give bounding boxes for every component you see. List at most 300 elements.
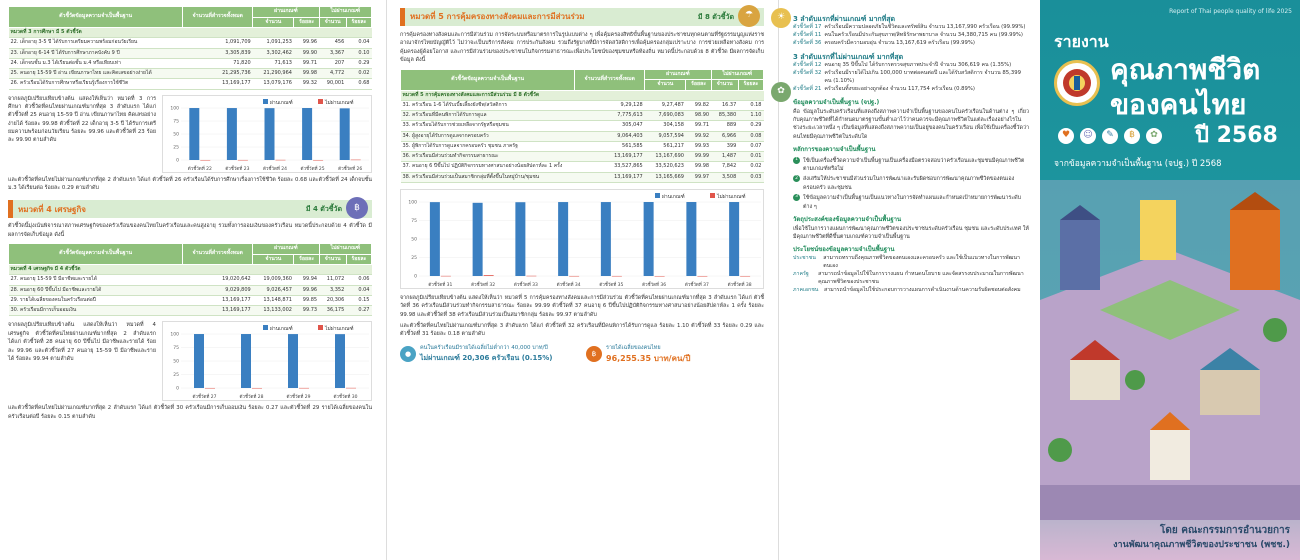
value-cell: 4,772 <box>319 69 346 79</box>
ranked-indicator <box>793 70 1029 86</box>
ranked-indicator <box>793 32 1029 40</box>
table-section5 <box>400 69 764 183</box>
average-income-box <box>586 345 764 365</box>
bar-fail <box>526 276 536 277</box>
money-icon: ฿ <box>346 197 368 219</box>
benefit-group: ภาคเอกชน <box>793 286 819 293</box>
x-tick-label: ตัวชี้วัดที่ 24 <box>262 166 288 172</box>
pass-top3-list <box>793 24 1029 48</box>
y-tick-label: 0 <box>414 274 417 280</box>
value-cell: 13,169,177 <box>183 306 253 316</box>
value-cell: 0.08 <box>738 131 763 141</box>
value-cell: 99.97 <box>686 172 711 182</box>
bar-pass <box>729 202 739 276</box>
value-cell: 36,175 <box>319 306 346 316</box>
y-tick-label: 100 <box>170 106 179 112</box>
paragraph: ตัวชี้วัดนี้มุ่งเน้นพิจารณาสภาพเศรษฐกิจของครัวเรือนของคนไทยในครัวเรือนและคนสูงอายุ รวมทั้งการออมเงินของครัวเรือน หมวดนี้ประกอบด้วย 4 ตัวชี้วัด มีผลการจัดเก็บข้อมูล ดังนี้ <box>8 223 372 238</box>
value-cell: 207 <box>319 58 346 68</box>
box-value: ไม่ผ่านเกณฑ์ 20,306 ครัวเรือน (0.15%) <box>420 354 553 363</box>
table-row <box>9 58 372 68</box>
y-tick-label: 25 <box>411 255 417 261</box>
section5-header <box>400 8 764 26</box>
value-cell: 13,148,871 <box>253 295 294 305</box>
tbody-section3 <box>9 28 372 90</box>
th-count: จำนวน <box>253 254 294 265</box>
value-cell: 0.15 <box>346 295 371 305</box>
x-tick-label: ตัวชี้วัดที่ 32 <box>471 282 496 288</box>
value-cell: 85,380 <box>711 111 738 121</box>
bar-fail <box>484 275 494 276</box>
ranked-indicator <box>793 62 1029 70</box>
value-cell: 21,290,964 <box>253 69 294 79</box>
income-threshold-text <box>420 345 552 363</box>
table-row <box>9 79 372 89</box>
value-cell: 99.85 <box>294 295 319 305</box>
bar-pass <box>340 108 350 160</box>
city-illustration <box>1040 180 1300 520</box>
indicator-cell: 25. คนอายุ 15-59 ปี อ่าน เขียนภาษาไทย และคิดเลขอย่างง่ายได้ <box>9 69 183 79</box>
coin-icon: ● <box>400 346 416 362</box>
value-cell: 0.02 <box>738 162 763 172</box>
th-indicator: ตัวชี้วัดข้อมูลความจำเป็นพื้นฐาน <box>9 7 183 28</box>
indicator-number: ตัวชี้วัดที่ 12 <box>793 62 822 69</box>
principle-number: 1 <box>793 157 800 164</box>
table-row <box>9 275 372 285</box>
paragraph: จากผลภูมิเปรียบเทียบข้างต้น แสดงให้เห็นว่า หมวดที่ 3 การศึกษา ตัวชี้วัดที่คนไทยผ่านเกณฑ์มากที่สุด 3 ลำดับแรก ได้แก่ ตัวชี้วัดที่ 25 คนอายุ 15-59 ปี อ่าน เขียนภาษาไทย คิดเลขอย่างง่ายได้ ร้อยละ 99.98 ตัวชี้วัดที่ 22 เด็กอายุ 3-5 ปี ได้รับการเตรียมความพร้อมก่อนวัยเรียน ร้อยละ 99.96 และตัวชี้วัดที่ 23 ร้อยละ 99.90 ตามลำดับ <box>8 95 156 144</box>
benefit-item <box>793 287 1029 295</box>
value-cell: 19,020,642 <box>183 275 253 285</box>
principle-text: ส่งเสริมให้ประชาชนมีส่วนร่วมในการพัฒนาและรับผิดชอบการพัฒนาคุณภาพชีวิตของตนเอง ครอบครัว และชุมชน <box>803 176 1015 191</box>
x-tick-label: ตัวชี้วัดที่ 34 <box>556 282 581 288</box>
table-row <box>9 295 372 305</box>
principle-number: 3 <box>793 194 800 201</box>
chart-legend <box>263 325 354 332</box>
table-row <box>9 69 372 79</box>
value-cell: 99.82 <box>686 100 711 110</box>
value-cell: 9,026,457 <box>253 285 294 295</box>
value-cell: 1,487 <box>711 152 738 162</box>
indicator-cell: 24. เด็กจบชั้น ม.3 ได้เรียนต่อชั้น ม.4 หรือเทียบเท่า <box>9 58 183 68</box>
fail-top3-heading: 3 ลำดับแรกที่ไม่ผ่านเกณฑ์ มากที่สุด <box>793 52 904 61</box>
value-cell: 71,820 <box>183 58 253 68</box>
indicator-cell: 22. เด็กอายุ 3-5 ปี ได้รับการเตรียมความพร้อมก่อนวัยเรียน <box>9 38 183 48</box>
indicator-cell: 37. คนอายุ 6 ปีขึ้นไป ปฏิบัติกิจกรรมทางศาสนาอย่างน้อยสัปดาห์ละ 1 ครั้ง <box>401 162 575 172</box>
value-cell: 99.90 <box>294 48 319 58</box>
benefit-item <box>793 255 1029 271</box>
section5-count: มี 8 ตัวชี้วัด <box>697 12 734 21</box>
bar-fail <box>441 276 451 277</box>
highlight-boxes <box>400 345 764 365</box>
value-cell: 456 <box>319 38 346 48</box>
chart-section5-svg <box>401 190 765 290</box>
value-cell: 13,169,177 <box>575 172 645 182</box>
legend-swatch-pass <box>263 99 268 104</box>
y-tick-label: 50 <box>173 132 179 138</box>
ranked-indicator <box>793 86 1029 94</box>
value-cell: 399 <box>711 141 738 151</box>
cover-title-line1: คุณภาพชีวิต <box>1110 53 1261 86</box>
community-icon: ☂ <box>738 5 760 27</box>
legend-pass: ผ่านเกณฑ์ <box>270 326 293 333</box>
table-row <box>401 162 764 172</box>
cover-word: รายงาน <box>1054 32 1109 51</box>
column-divider <box>386 0 387 560</box>
value-cell: 33,520,623 <box>645 162 686 172</box>
table-row <box>401 172 764 182</box>
cover-title-line2: ของคนไทย <box>1110 88 1247 121</box>
value-cell: 20,306 <box>319 295 346 305</box>
x-tick-label: ตัวชี้วัดที่ 37 <box>684 282 709 288</box>
th-count: จำนวน <box>253 17 294 28</box>
indicator-number: ตัวชี้วัดที่ 11 <box>793 32 822 39</box>
value-cell: 71,613 <box>253 58 294 68</box>
indicator-cell: 27. คนอายุ 15-59 ปี มีอาชีพและรายได้ <box>9 275 183 285</box>
benefit-item <box>793 271 1029 287</box>
value-cell: 13,165,669 <box>645 172 686 182</box>
y-tick-label: 100 <box>408 200 417 206</box>
bar-fail <box>200 160 210 161</box>
section3-analysis <box>8 95 372 173</box>
th-percent: ร้อยละ <box>346 254 371 265</box>
th-count: จำนวน <box>645 80 686 91</box>
bar-pass <box>601 202 611 276</box>
th-count: จำนวน <box>711 80 738 91</box>
paragraph: และตัวชี้วัดที่คนไทยไม่ผ่านเกณฑ์มากที่สุด 3 ลำดับแรก ได้แก่ ตัวชี้วัดที่ 32 ครัวเรือนที่มีคนพิการได้รับการดูแล ร้อยละ 1.10 ตัวชี้วัดที่ 33 ร้อยละ 0.29 และตัวชี้วัดที่ 31 ร้อยละ 0.18 ตามลำดับ <box>400 322 764 338</box>
value-cell: 0.06 <box>346 275 371 285</box>
value-cell: 9,064,403 <box>575 131 645 141</box>
group-label: หมวดที่ 4 เศรษฐกิจ มี 4 ตัวชี้วัด <box>9 265 372 275</box>
y-tick-label: 75 <box>173 346 179 352</box>
y-tick-label: 50 <box>411 237 417 243</box>
value-cell: 305,047 <box>575 121 645 131</box>
benefit-text: สามารถนำข้อมูลไปใช้ประกอบการวางแผนการดำเนินงานด้านความรับผิดชอบต่อสังคม <box>824 286 1021 293</box>
principle-text: ใช้เป็นเครื่องชี้วัดความจำเป็นพื้นฐานเป็นเครื่องมือตรวจสอบว่าครัวเรือนและชุมชนมีคุณภาพชีวิตตามเกณฑ์หรือไม่ <box>803 157 1025 173</box>
value-cell: 7,775,613 <box>575 111 645 121</box>
paragraph: และตัวชี้วัดที่คนไทยไม่ผ่านเกณฑ์มากที่สุด 2 ลำดับแรก ได้แก่ ตัวชี้วัดที่ 26 ครัวเรือนได้รับการศึกษาเรื่องการใช้ชีวิต ร้อยละ 0.68 และตัวชี้วัดที่ 24 เด็กจบชั้น ม.3 ได้เรียนต่อ ร้อยละ 0.29 ตามลำดับ <box>8 176 372 191</box>
value-cell: 9,29,128 <box>575 100 645 110</box>
value-cell: 0.29 <box>346 58 371 68</box>
purpose-title: วัตถุประสงค์ของข้อมูลความจำเป็นพื้นฐาน <box>793 215 902 223</box>
benefit-group: ภาครัฐ <box>793 270 809 277</box>
y-tick-label: 50 <box>173 359 179 365</box>
value-cell: 3,352 <box>319 285 346 295</box>
x-tick-label: ตัวชี้วัดที่ 31 <box>428 282 453 288</box>
bar-fail <box>346 388 356 389</box>
bar-pass <box>194 334 204 388</box>
table-row <box>401 131 764 141</box>
fail-top3-list <box>793 62 1029 94</box>
indicator-cell: 35. ผู้พิการได้รับการดูแลจากครอบครัว ชุมชน ภาครัฐ <box>401 141 575 151</box>
benefit-title: ประโยชน์ของข้อมูลความจำเป็นพื้นฐาน <box>793 246 895 254</box>
health-icon: ♥ <box>1058 128 1074 144</box>
table-row <box>9 285 372 295</box>
value-cell: 99.98 <box>686 162 711 172</box>
bar-pass <box>644 202 654 276</box>
th-percent: ร้อยละ <box>294 254 319 265</box>
chart-section5 <box>400 189 764 289</box>
y-tick-label: 25 <box>173 373 179 379</box>
value-cell: 304,158 <box>645 121 686 131</box>
value-cell: 3,508 <box>711 172 738 182</box>
legend-pass: ผ่านเกณฑ์ <box>270 99 293 106</box>
indicator-cell: 26. ครัวเรือนได้รับการศึกษาหรือเรียนรู้เรื่องการใช้ชีวิต <box>9 79 183 89</box>
value-cell: 9,029,809 <box>183 285 253 295</box>
tbody-section5 <box>401 90 764 182</box>
chart-section3 <box>162 95 372 173</box>
indicator-cell: 32. ครัวเรือนที่มีคนพิการได้รับการดูแล <box>401 111 575 121</box>
value-cell: 0.29 <box>738 121 763 131</box>
benefit-text: สามารถนำข้อมูลไปใช้ในการวางแผน กำหนดนโยบาย และจัดสรรงบประมาณในการพัฒนาคุณภาพชีวิตของประชาชน <box>818 270 1024 285</box>
bar-pass <box>227 108 237 160</box>
x-tick-label: ตัวชี้วัดที่ 25 <box>300 166 325 172</box>
table-group-row <box>401 90 764 100</box>
paragraph: การคุ้มครองทางสังคมและการมีส่วนร่วม การจัดระบบหรือมาตรการในรูปแบบต่าง ๆ เพื่อคุ้มครองสิทธิขั้นพื้นฐานของประชาชนทุกคนตามที่รัฐธรรมนูญแห่งราชอาณาจักรไทยบัญญัติไว้ ไม่ว่าจะเป็นบริการสังคม การประกันสังคม รวมถึงรัฐบาลที่มีการจัดสวัสดิการเพื่อคุ้มครองกลุ่มเปราะบาง การช่วยเหลือทางสังคม การคุ้มครองผู้ด้อยโอกาส และการมีส่วนร่วมของประชาชนในกิจกรรมสาธารณะเพื่อประโยชน์ของชุมชนหรือท้องถิ่น หมวดนี้ประกอบด้วย 8 ตัวชี้วัด มีผลการจัดเก็บข้อมูล ดังนี้ <box>400 32 764 64</box>
table-group-row <box>9 265 372 275</box>
value-cell: 99.96 <box>294 38 319 48</box>
value-cell: 0.04 <box>346 285 371 295</box>
legend-swatch-fail <box>318 325 323 330</box>
bar-pass <box>302 108 312 160</box>
section5-title: หมวดที่ 5 การคุ้มครองทางสังคมและการมีส่วนร่วม <box>410 12 585 22</box>
section4-header <box>8 200 372 218</box>
emblem-icon <box>1061 67 1093 99</box>
value-cell: 3,302,462 <box>253 48 294 58</box>
value-cell: 1.10 <box>738 111 763 121</box>
principle-title: หลักการของความจำเป็นพื้นฐาน <box>793 146 876 154</box>
indicator-detail: คนอายุ 35 ปีขึ้นไป ได้รับการตรวจสุขภาพประจำปี จำนวน 306,619 คน (1.35%) <box>824 62 1012 69</box>
table-row <box>401 100 764 110</box>
th-percent: ร้อยละ <box>738 80 763 91</box>
value-cell: 561,217 <box>645 141 686 151</box>
bar-fail <box>740 276 750 277</box>
wallet-icon: ฿ <box>586 346 602 362</box>
cover-author: โดย คณะกรรมการอำนวยการ <box>1160 524 1290 536</box>
th-percent: ร้อยละ <box>346 17 371 28</box>
value-cell: 99.94 <box>294 275 319 285</box>
indicator-cell: 38. ครัวเรือนมีส่วนร่วมเป็นสมาชิกกลุ่มที่ตั้งขึ้นในหมู่บ้าน/ชุมชน <box>401 172 575 182</box>
bar-fail <box>313 160 323 161</box>
th-indicator: ตัวชี้วัดข้อมูลความจำเป็นพื้นฐาน <box>401 69 575 90</box>
x-tick-label: ตัวชี้วัดที่ 30 <box>333 395 358 401</box>
bar-pass <box>241 334 251 388</box>
th-percent: ร้อยละ <box>686 80 711 91</box>
th-count: จำนวน <box>319 17 346 28</box>
table-row <box>9 48 372 58</box>
indicator-detail: ครัวเรือนทิ้งขยะอย่างถูกต้อง จำนวน 117,754 ครัวเรือน (0.89%) <box>824 85 975 92</box>
chart-legend <box>263 99 354 106</box>
column-summary <box>776 0 1037 560</box>
bar-fail <box>569 276 579 277</box>
bar-fail <box>238 160 248 161</box>
value-cell: 99.71 <box>294 58 319 68</box>
box-label: คนในครัวเรือนมีรายได้เฉลี่ยไม่ต่ำกว่า 40,000 บาท/ปี <box>420 345 548 352</box>
x-tick-label: ตัวชี้วัดที่ 38 <box>727 282 752 288</box>
sun-icon: ☀ <box>771 8 791 28</box>
bar-fail <box>252 388 262 389</box>
value-cell: 13,079,176 <box>253 79 294 89</box>
th-total: จำนวนที่สำรวจทั้งหมด <box>183 244 253 265</box>
section3-text <box>8 95 156 173</box>
cover-icon-row <box>1058 128 1162 144</box>
value-cell: 99.96 <box>294 285 319 295</box>
column-social-protection <box>392 0 772 560</box>
y-tick-label: 25 <box>173 145 179 151</box>
section4-analysis <box>8 321 372 401</box>
leaf-icon: ✿ <box>771 82 791 102</box>
table-group-row <box>9 28 372 38</box>
value-cell: 99.93 <box>686 141 711 151</box>
box-value: 96,255.35 บาท/คน/ปี <box>606 353 691 363</box>
bar-pass <box>265 108 275 160</box>
th-indicator: ตัวชี้วัดข้อมูลความจำเป็นพื้นฐาน <box>9 244 183 265</box>
principle-item <box>793 194 1029 211</box>
indicator-number: ตัวชี้วัดที่ 36 <box>793 40 822 47</box>
th-fail: ไม่ผ่านเกณฑ์ <box>319 7 371 18</box>
bar-pass <box>189 108 199 160</box>
value-cell: 3,367 <box>319 48 346 58</box>
info-text: คือ ข้อมูลในระดับครัวเรือนที่แสดงถึงสภาพความจำเป็นพื้นฐานของคนในครัวเรือนในด้านต่าง ๆ เกี่ยวกับคุณภาพชีวิตที่ได้กำหนดมาตรฐานขั้นต่ำเอาไว้ว่าคนควรจะมีคุณภาพชีวิตในแต่ละเรื่องอย่างไรในช่วงระยะเวลาหนึ่ง ๆ เป็นข้อมูลที่แสดงถึงสภาพความเป็นอยู่ของคนในครัวเรือน เพื่อใช้เป็นเครื่องชี้วัดว่าคนไทยมีคุณภาพชีวิตในระดับใด <box>793 108 1030 140</box>
legend-fail: ไม่ผ่านเกณฑ์ <box>325 326 354 333</box>
th-fail: ไม่ผ่านเกณฑ์ <box>711 69 763 80</box>
value-cell: 7,690,083 <box>645 111 686 121</box>
y-tick-label: 75 <box>411 218 417 224</box>
community-icon: ✿ <box>1146 128 1162 144</box>
table-row <box>9 38 372 48</box>
value-cell: 6,966 <box>711 131 738 141</box>
legend-pass: ผ่านเกณฑ์ <box>662 193 685 200</box>
principle-list <box>793 157 1029 211</box>
legend-swatch-pass <box>263 325 268 330</box>
value-cell: 90,001 <box>319 79 346 89</box>
value-cell: 9,27,487 <box>645 100 686 110</box>
value-cell: 99.32 <box>294 79 319 89</box>
value-cell: 0.27 <box>346 306 371 316</box>
cover-subtitle: จากข้อมูลความจำเป็นพื้นฐาน (จปฐ.) ปี 2568 <box>1054 159 1222 169</box>
chart-section4 <box>162 321 372 401</box>
bar-pass <box>686 202 696 276</box>
value-cell: 1,091,253 <box>253 38 294 48</box>
economy-icon: ฿ <box>1124 128 1140 144</box>
bar-pass <box>473 203 483 276</box>
indicator-cell: 34. ผู้สูงอายุได้รับการดูแลจากครอบครัว <box>401 131 575 141</box>
value-cell: 0.04 <box>346 38 371 48</box>
th-percent: ร้อยละ <box>294 17 319 28</box>
x-tick-label: ตัวชี้วัดที่ 29 <box>286 395 311 401</box>
table-row <box>401 152 764 162</box>
bar-fail <box>276 159 286 160</box>
ranked-indicator <box>793 40 1029 48</box>
bar-pass <box>515 202 525 276</box>
y-tick-label: 0 <box>176 386 179 392</box>
indicator-cell: 33. ครัวเรือนได้รับการช่วยเหลือจากรัฐหรือชุมชน <box>401 121 575 131</box>
education-icon: ✎ <box>1102 128 1118 144</box>
value-cell: 889 <box>711 121 738 131</box>
pass-top3-heading: 3 ลำดับแรกที่ผ่านเกณฑ์ มากที่สุด <box>793 15 896 23</box>
indicator-detail: ครัวเรือนมีรายได้ไม่เกิน 100,000 บาทต่อคนต่อปี และได้รับสวัสดิการ จำนวน 85,399 คน (1.10%) <box>824 70 1021 84</box>
purpose-text: เพื่อใช้ในการวางแผนการพัฒนาคุณภาพชีวิตของประชาชนระดับครัวเรือน ชุมชน และระดับประเทศ ให้มีคุณภาพชีวิตที่ดีขึ้นตามเกณฑ์ความจำเป็นพื้นฐาน <box>793 225 1029 241</box>
bar-pass <box>335 335 345 389</box>
y-tick-label: 75 <box>173 119 179 125</box>
value-cell: 0.02 <box>346 69 371 79</box>
table-row <box>9 306 372 316</box>
table-row <box>401 121 764 131</box>
tbody-section4 <box>9 265 372 316</box>
x-tick-label: ตัวชี้วัดที่ 35 <box>599 282 624 288</box>
paragraph: จากผลภูมิเปรียบเทียบข้างต้น แสดงให้เห็นว่า หมวดที่ 5 การคุ้มครองทางสังคมและการมีส่วนร่วม ตัวชี้วัดที่คนไทยผ่านเกณฑ์มากที่สุด 3 ลำดับแรก ได้แก่ ตัวชี้วัดที่ 36 ครัวเรือนมีส่วนร่วมทำกิจกรรมสาธารณะ ร้อยละ 99.99 ตัวชี้วัดที่ 37 คนอายุ 6 ปีขึ้นไปปฏิบัติกิจกรรมทางศาสนาอย่างน้อยสัปดาห์ละ 1 ครั้ง ร้อยละ 99.98 และตัวชี้วัดที่ 38 ครัวเรือนมีส่วนร่วมเป็นสมาชิกกลุ่ม ร้อยละ 99.97 ตามลำดับ <box>400 294 764 318</box>
indicator-cell: 31. ครัวเรือน 1-6 ได้รับเบี้ยเลี้ยงยังชีพ/สวัสดิการ <box>401 100 575 110</box>
cover-english-title: Report of Thai people quality of life 2025 <box>1169 8 1292 15</box>
x-tick-label: ตัวชี้วัดที่ 28 <box>239 395 264 401</box>
value-cell: 1,091,709 <box>183 38 253 48</box>
section4-title: หมวดที่ 4 เศรษฐกิจ <box>18 204 86 214</box>
legend-swatch-fail <box>710 193 715 198</box>
x-tick-label: ตัวชี้วัดที่ 26 <box>338 166 363 172</box>
value-cell: 0.01 <box>738 152 763 162</box>
value-cell: 19,009,360 <box>253 275 294 285</box>
principle-item <box>793 175 1029 192</box>
value-cell: 16.37 <box>711 100 738 110</box>
table-row <box>401 111 764 121</box>
chart-section4-svg <box>163 322 373 402</box>
indicator-detail: ครัวเรือนมีความปลอดภัยในชีวิตและทรัพย์สิน จำนวน 13,167,990 ครัวเรือน (99.99%) <box>824 24 1026 31</box>
value-cell: 99.73 <box>294 306 319 316</box>
value-cell: 0.03 <box>738 172 763 182</box>
value-cell: 99.99 <box>686 152 711 162</box>
cover-committee: งานพัฒนาคุณภาพชีวิตของประชาชน (พชช.) <box>1113 539 1290 550</box>
benefit-list <box>793 255 1029 295</box>
y-tick-label: 0 <box>176 158 179 164</box>
indicator-number: ตัวชี้วัดที่ 21 <box>793 85 822 92</box>
value-cell: 11,072 <box>319 275 346 285</box>
value-cell: 99.71 <box>686 121 711 131</box>
cover-panel <box>1040 0 1300 560</box>
section4-text <box>8 321 156 401</box>
value-cell: 0.18 <box>738 100 763 110</box>
cover-year: ปี 2568 <box>1195 123 1278 148</box>
legend-fail: ไม่ผ่านเกณฑ์ <box>325 99 354 106</box>
th-pass: ผ่านเกณฑ์ <box>253 7 319 18</box>
benefit-text: สามารถทราบถึงคุณภาพชีวิตของตนเองและครอบครัว และใช้เป็นแนวทางในการพัฒนาตนเอง <box>823 255 1021 270</box>
bar-fail <box>299 388 309 389</box>
value-cell: 13,167,690 <box>645 152 686 162</box>
group-label: หมวดที่ 5 การคุ้มครองทางสังคมและการมีส่วนร่วม มี 8 ตัวชี้วัด <box>401 90 764 100</box>
indicator-cell: 30. ครัวเรือนมีการเก็บออมเงิน <box>9 306 183 316</box>
value-cell: 561,585 <box>575 141 645 151</box>
bar-fail <box>655 276 665 277</box>
benefit-group: ประชาชน <box>793 255 816 262</box>
value-cell: 3,305,839 <box>183 48 253 58</box>
value-cell: 13,169,177 <box>575 152 645 162</box>
chart-legend <box>655 193 746 200</box>
value-cell: 33,527,865 <box>575 162 645 172</box>
column-education-economy <box>0 0 380 560</box>
info-title: ข้อมูลความจำเป็นพื้นฐาน (จปฐ.) <box>793 98 880 106</box>
th-count: จำนวน <box>319 254 346 265</box>
indicator-number: ตัวชี้วัดที่ 17 <box>793 24 822 31</box>
value-cell: 0.07 <box>738 141 763 151</box>
department-logo <box>1054 60 1100 106</box>
x-tick-label: ตัวชี้วัดที่ 23 <box>225 166 250 172</box>
paragraph: จากผลภูมิเปรียบเทียบข้างต้น แสดงให้เห็นว่า หมวดที่ 4 เศรษฐกิจ ตัวชี้วัดที่คนไทยผ่านเกณฑ์มากที่สุด 2 ลำดับแรก ได้แก่ ตัวชี้วัดที่ 28 คนอายุ 60 ปีขึ้นไป มีอาชีพและรายได้ ร้อยละ 99.96 และตัวชี้วัดที่ 27 คนอายุ 15-59 ปี มีอาชีพและรายได้ ร้อยละ 99.94 ตามลำดับ <box>8 322 156 362</box>
legend-fail: ไม่ผ่านเกณฑ์ <box>717 193 746 200</box>
legend-swatch-pass <box>655 193 660 198</box>
value-cell: 13,169,177 <box>183 79 253 89</box>
bar-pass <box>288 334 298 388</box>
income-threshold-box <box>400 345 578 365</box>
x-tick-label: ตัวชี้วัดที่ 27 <box>192 395 217 401</box>
table-section3 <box>8 6 372 90</box>
value-cell: 99.92 <box>686 131 711 141</box>
